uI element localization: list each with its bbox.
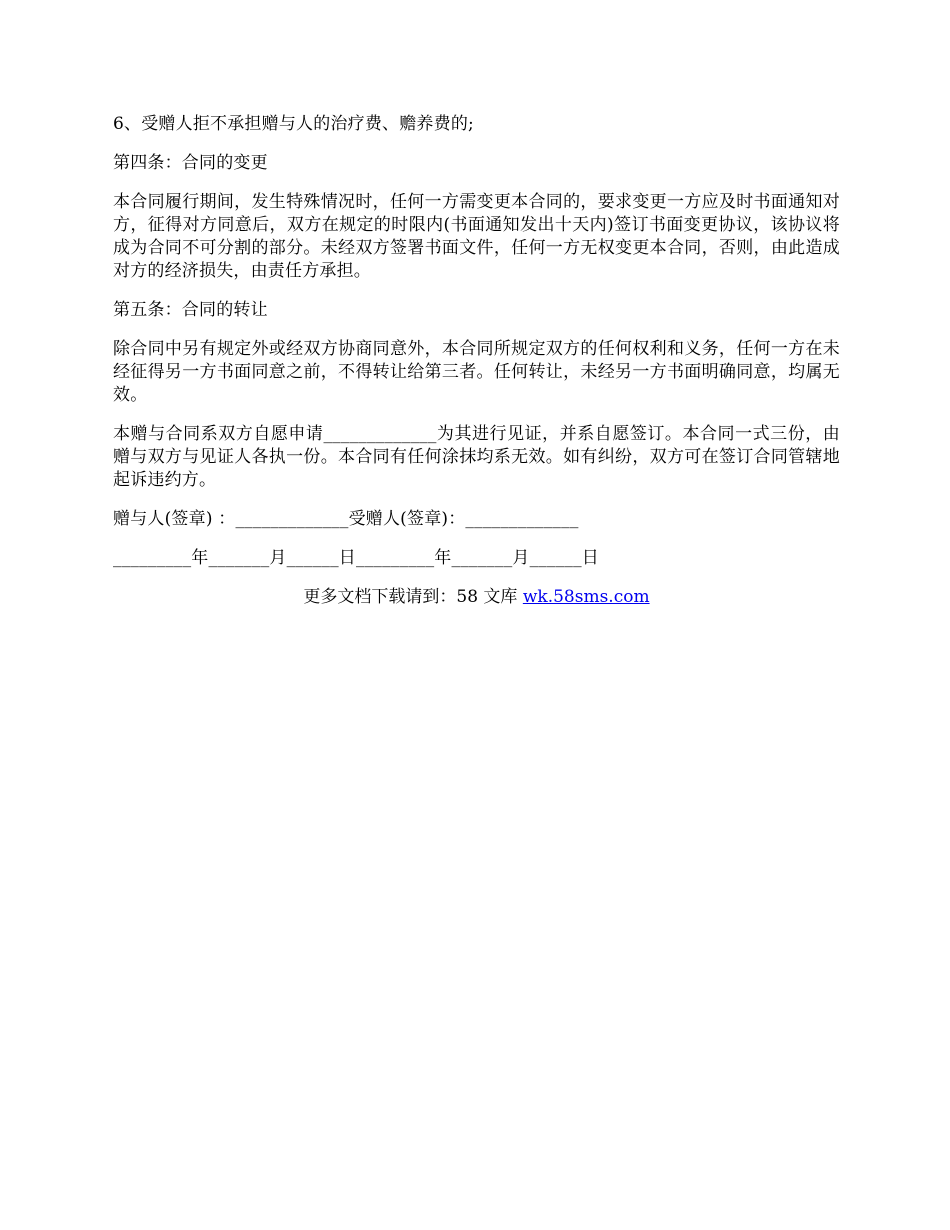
document-page [113, 113, 840, 609]
footer-text: 更多文档下载请到：58 文库 [303, 587, 523, 607]
article-5-body: 除合同中另有规定外或经双方协商同意外，本合同所规定双方的任何权利和义务，任何一方在未经征得另一方书面同意之前，不得转让给第三者。任何转让，未经另一方书面明确同意，均属无效。 [113, 339, 840, 405]
article-4-heading: 第四条：合同的变更 [113, 153, 268, 173]
footer-link[interactable]: wk.58sms.com [522, 587, 650, 607]
witness-clause: 本赠与合同系双方自愿申请_____________为其进行见证，并系自愿签订。本合同一式三份，由赠与双方与见证人各执一份。本合同有任何涂抹均系无效。如有纠纷，双方可在签订合同管辖地起诉违约方。 [113, 424, 840, 490]
download-footer [113, 586, 840, 609]
article-4-body: 本合同履行期间，发生特殊情况时，任何一方需变更本合同的，要求变更一方应及时书面通知对方，征得对方同意后，双方在规定的时限内(书面通知发出十天内)签订书面变更协议，该协议将成为合同不可分割的部分。未经双方签署书面文件，任何一方无权变更本合同，否则，由此造成对方的经济损失，由责任方承担。 [113, 192, 840, 281]
date-line: _________年_______月______日_________年_______月______日 [113, 548, 599, 568]
signature-line: 赠与人(签章) ：_____________受赠人(签章)：_____________ [113, 509, 579, 529]
article-5-heading: 第五条：合同的转让 [113, 300, 268, 320]
clause-item-6: 6、受赠人拒不承担赠与人的治疗费、赡养费的; [113, 114, 474, 134]
